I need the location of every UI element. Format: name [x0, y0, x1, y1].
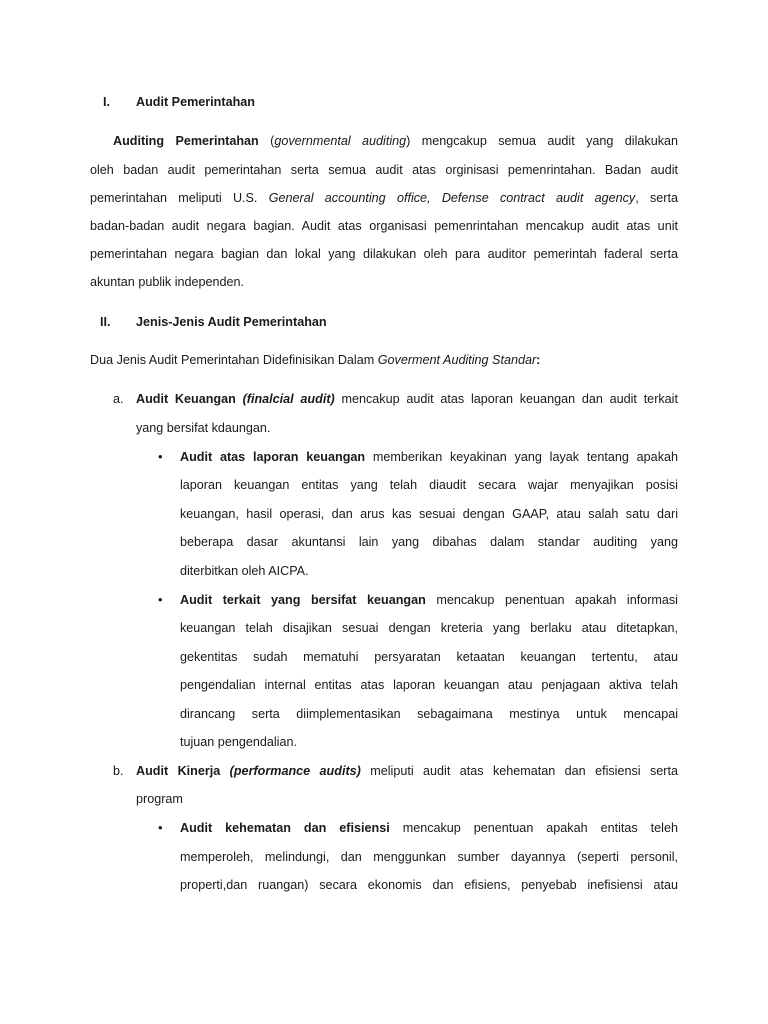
bullet-a2-line-1: Audit terkait yang bersifat keuangan mencakup penentuan apakah informasi	[180, 593, 678, 607]
bullet-a1-line-2: laporan keuangan entitas yang telah diaudit secara wajar menyajikan posisi	[180, 478, 678, 492]
bullet-a1-line-5: diterbitkan oleh AICPA.	[180, 564, 309, 578]
section-1-title: Audit Pemerintahan	[136, 95, 255, 109]
bullet-icon: •	[158, 449, 163, 464]
bullet-b1-line-2: memperoleh, melindungi, dan menggunkan sumber dayannya (seperti personil,	[180, 850, 678, 864]
item-a-line-2: yang bersifat kdaungan.	[136, 421, 271, 435]
item-a-marker: a.	[113, 392, 124, 406]
paragraph-1-line-2: oleh badan audit pemerintahan serta semua audit atas orginisasi pemenrintahan. Badan audit	[90, 163, 678, 177]
bullet-a1-line-3: keuangan, hasil operasi, dan arus kas sesuai dengan GAAP, atau salah satu dari	[180, 507, 678, 521]
bullet-b1-line-1: Audit kehematan dan efisiensi mencakup penentuan apakah entitas teleh	[180, 821, 678, 835]
bullet-a1-line-4: beberapa dasar akuntansi lain yang dibahas dalam standar auditing yang	[180, 535, 678, 549]
paragraph-1-line-5: pemerintahan negara bagian dan lokal yang dilakukan oleh para auditor pemerintah faderal serta	[90, 247, 678, 261]
paragraph-1-line-4: badan-badan audit negara bagian. Audit atas organisasi pemenrintahan mencakup audit atas unit	[90, 219, 678, 233]
bullet-icon: •	[158, 820, 163, 835]
bullet-a2-line-4: pengendalian internal entitas atas laporan keuangan atau penjagaan aktiva telah	[180, 678, 678, 692]
section-1-heading	[103, 94, 110, 110]
bullet-b1-line-3: properti,dan ruangan) secara ekonomis dan efisiens, penyebab inefisiensi atau	[180, 878, 678, 892]
item-b-marker: b.	[113, 764, 124, 778]
paragraph-1-line-3: pemerintahan meliputi U.S. General accounting office, Defense contract audit agency, serta	[90, 191, 678, 205]
bullet-a2-line-5: dirancang serta diimplementasikan sebagaimana mestinya untuk mencapai	[180, 707, 678, 721]
paragraph-1-line-6: akuntan publik independen.	[90, 275, 245, 289]
bullet-a2-line-6: tujuan pengendalian.	[180, 735, 297, 749]
bullet-a2-line-2: keuangan telah disajikan sesuai dengan kreteria yang berlaku atau ditetapkan,	[180, 621, 678, 635]
section-1-number: I.	[103, 95, 110, 109]
item-b-line-2: program	[136, 792, 183, 806]
item-b-line-1: Audit Kinerja (performance audits) meliputi audit atas kehematan dan efisiensi serta	[136, 764, 678, 778]
section-2-intro: Dua Jenis Audit Pemerintahan Didefinisikan Dalam Goverment Auditing Standar:	[90, 353, 541, 367]
bullet-a2-line-3: gekentitas sudah mematuhi persyaratan ketaatan keuangan tertentu, atau	[180, 650, 678, 664]
section-2-number: II.	[100, 315, 111, 329]
bullet-a1-line-1: Audit atas laporan keuangan memberikan keyakinan yang layak tentang apakah	[180, 450, 678, 464]
section-2-title: Jenis-Jenis Audit Pemerintahan	[136, 315, 327, 329]
paragraph-1-line-1: Auditing Pemerintahan (governmental auditing) mengcakup semua audit yang dilakukan	[113, 134, 678, 148]
bullet-icon: •	[158, 592, 163, 607]
item-a-line-1: Audit Keuangan (finalcial audit) mencakup audit atas laporan keuangan dan audit terkait	[136, 392, 678, 406]
